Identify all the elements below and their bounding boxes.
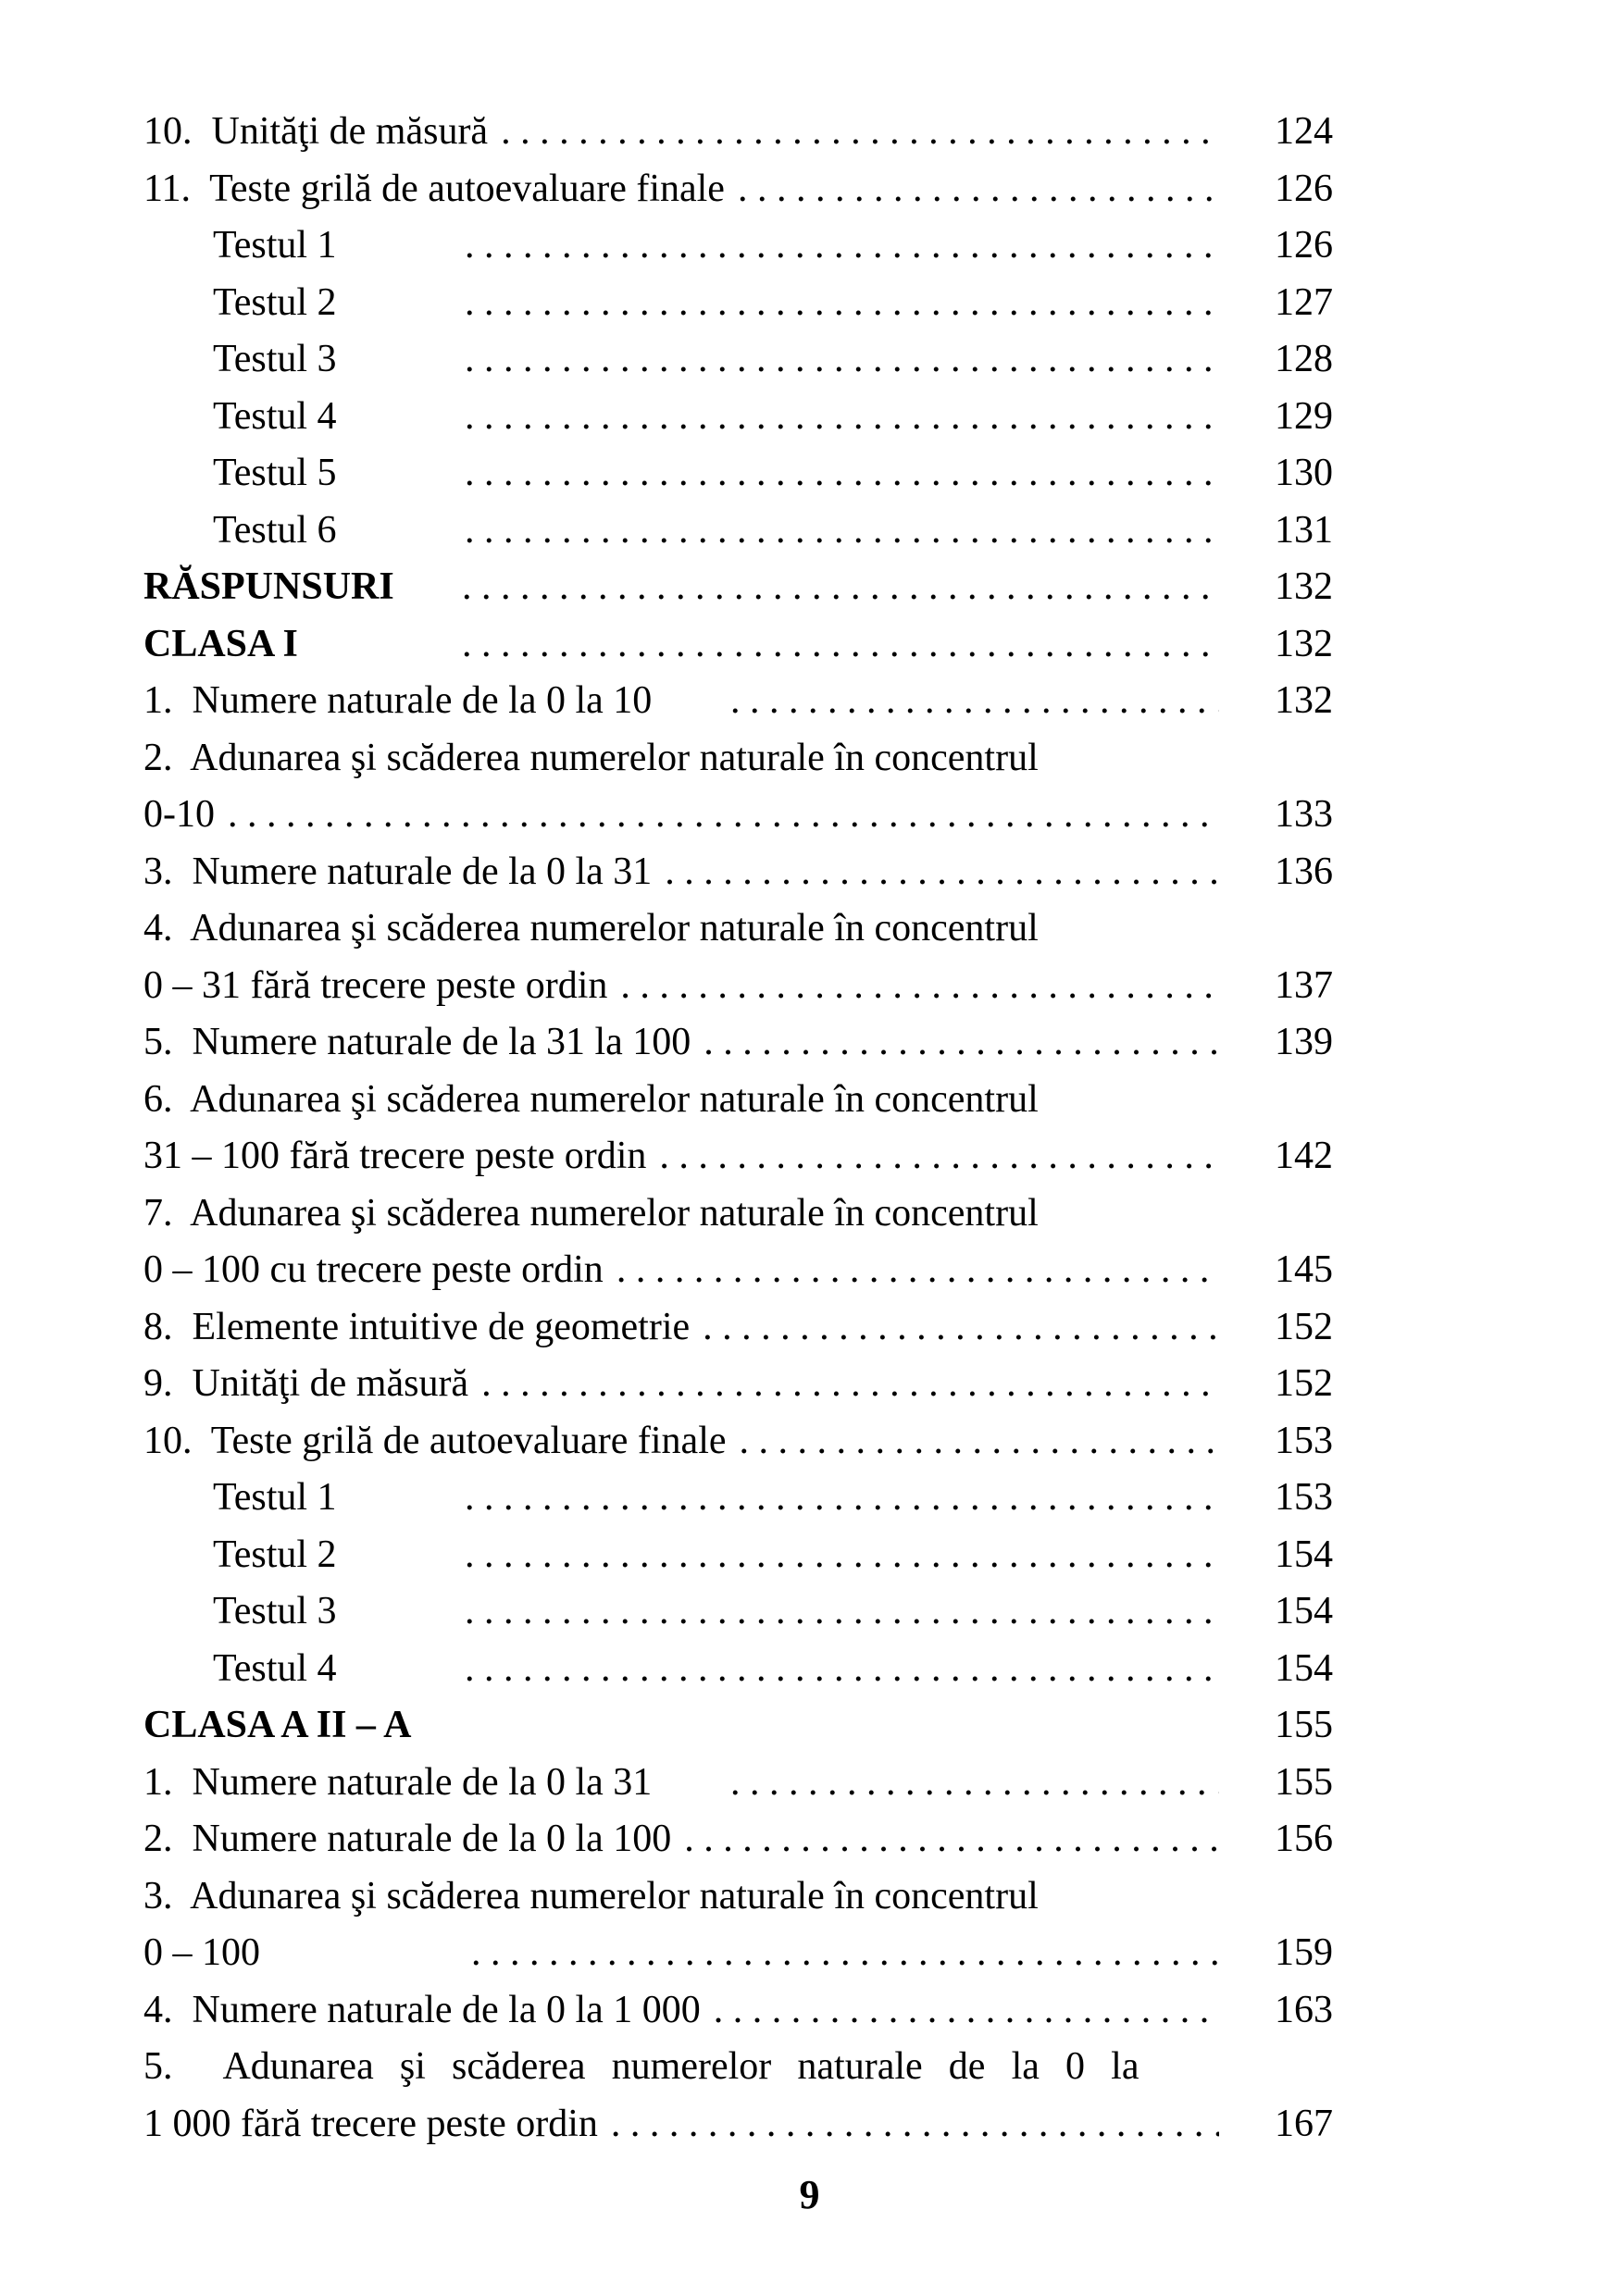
toc-entry xyxy=(143,1868,1333,1926)
dot-leader xyxy=(465,445,1219,503)
toc-entry-label: 1. Numere naturale de la 0 la 10 xyxy=(143,679,653,722)
toc-entry-page: 156 xyxy=(1275,1818,1333,1860)
toc-entry-page: 132 xyxy=(1275,679,1333,722)
toc-entry-page: 137 xyxy=(1275,963,1333,1007)
toc-entry-label: Testul 4 xyxy=(213,1646,337,1690)
toc-entry-label: Testul 1 xyxy=(213,1476,337,1519)
toc-entry-page: 133 xyxy=(1275,793,1333,836)
toc-entry-page: 128 xyxy=(1275,338,1333,380)
toc-entry xyxy=(143,616,1333,674)
toc-entry-label: 5. Numere naturale de la 31 la 100 xyxy=(143,1021,691,1063)
toc-entry-page: 139 xyxy=(1275,1021,1333,1063)
dot-leader xyxy=(665,844,1219,901)
toc-entry-label: 4. Numere naturale de la 0 la 1 000 xyxy=(143,1988,701,2031)
dot-leader xyxy=(738,161,1219,218)
toc-entry-label: 10. Teste grilă de autoevaluare finale xyxy=(143,1419,727,1462)
dot-leader xyxy=(465,1527,1219,1584)
toc-entry-label: Testul 6 xyxy=(213,508,337,552)
toc-entry xyxy=(143,389,1333,446)
toc-entry-label: 1. Numere naturale de la 0 la 31 xyxy=(143,1760,653,1804)
toc-entry-page: 130 xyxy=(1275,452,1333,494)
toc-entry-label: 2. Numere naturale de la 0 la 100 xyxy=(143,1818,672,1860)
dot-leader xyxy=(616,1242,1219,1299)
toc-entry-page: 155 xyxy=(1275,1760,1333,1804)
dot-leader xyxy=(730,1755,1219,1812)
toc-entry-label: 31 – 100 fără trecere peste ordin xyxy=(143,1135,647,1177)
toc-entry-page: 154 xyxy=(1275,1590,1333,1632)
toc-entry xyxy=(143,1072,1333,1129)
dot-leader xyxy=(465,1470,1219,1527)
toc-entry-page: 163 xyxy=(1275,1988,1333,2031)
toc-entry-label: 3. Numere naturale de la 0 la 31 xyxy=(143,850,653,893)
toc-entry xyxy=(143,217,1333,275)
toc-entry xyxy=(143,1185,1333,1243)
toc-entry-page: 154 xyxy=(1275,1646,1333,1690)
toc-entry-page: 155 xyxy=(1275,1704,1333,1746)
toc-entry-label: 6. Adunarea şi scăderea numerelor naturale în concentrul xyxy=(143,1077,1039,1121)
toc-entry-label: 2. Adunarea şi scăderea numerelor naturale în concentrul xyxy=(143,736,1039,779)
dot-leader xyxy=(620,958,1219,1015)
dot-leader xyxy=(740,1413,1219,1471)
toc-entry-page: 154 xyxy=(1275,1533,1333,1576)
dot-leader xyxy=(228,787,1219,844)
toc-entry-page: 129 xyxy=(1275,394,1333,438)
toc-entry-label: 1 000 fără trecere peste ordin xyxy=(143,2102,598,2145)
toc-entry-label: 3. Adunarea şi scăderea numerelor naturale în concentrul xyxy=(143,1874,1039,1917)
toc-entry xyxy=(143,1925,1333,1982)
toc-entry xyxy=(143,445,1333,503)
dot-leader xyxy=(465,1641,1219,1698)
page-number: 9 xyxy=(799,2172,820,2217)
toc-entry-label: RĂSPUNSURI xyxy=(143,565,394,608)
dot-leader xyxy=(465,389,1219,446)
dot-leader xyxy=(465,217,1219,275)
dot-leader xyxy=(659,1128,1219,1185)
toc-entry-page: 124 xyxy=(1275,110,1333,153)
toc-entry xyxy=(143,1697,1333,1755)
toc-entry-page: 132 xyxy=(1275,622,1333,665)
toc-entry-page: 126 xyxy=(1275,224,1333,267)
toc-entry-page: 152 xyxy=(1275,1362,1333,1405)
toc-entry xyxy=(143,1128,1333,1185)
dot-leader xyxy=(465,275,1219,332)
toc-entry-label: 0-10 xyxy=(143,793,215,836)
dot-leader xyxy=(684,1811,1219,1868)
toc-entry-page: 152 xyxy=(1275,1305,1333,1348)
toc-entry xyxy=(143,104,1333,161)
toc-entry-label: Testul 3 xyxy=(213,338,337,380)
toc-entry xyxy=(143,1356,1333,1413)
dot-leader xyxy=(501,104,1219,161)
toc-entry-page: 159 xyxy=(1275,1931,1333,1974)
dot-leader xyxy=(462,616,1219,674)
toc-entry-label: Testul 5 xyxy=(213,452,337,494)
dot-leader xyxy=(730,673,1219,730)
toc-entry-label: 0 – 31 fără trecere peste ordin xyxy=(143,963,608,1007)
toc-entry-page: 131 xyxy=(1275,508,1333,552)
toc-entry xyxy=(143,673,1333,730)
toc-entry xyxy=(143,1413,1333,1471)
dot-leader xyxy=(611,2096,1219,2153)
toc-entry-page: 153 xyxy=(1275,1476,1333,1519)
toc-entry xyxy=(143,1014,1333,1072)
toc-entry xyxy=(143,1470,1333,1527)
toc-entry-page: 142 xyxy=(1275,1135,1333,1177)
dot-leader xyxy=(481,1356,1219,1413)
toc-entry xyxy=(143,2039,1333,2096)
toc-entry-label: 10. Unităţi de măsură xyxy=(143,110,489,153)
toc-entry-label: 0 – 100 cu trecere peste ordin xyxy=(143,1248,604,1291)
toc-entry-label: CLASA I xyxy=(143,622,298,665)
dot-leader xyxy=(462,559,1219,616)
toc-entry-label: 8. Elemente intuitive de geometrie xyxy=(143,1305,691,1348)
toc-entry-label: 9. Unităţi de măsură xyxy=(143,1362,469,1405)
toc-entry xyxy=(143,503,1333,560)
table-of-contents xyxy=(143,104,1333,2153)
toc-entry xyxy=(143,787,1333,844)
toc-entry-page: 145 xyxy=(1275,1248,1333,1291)
toc-entry xyxy=(143,1583,1333,1641)
toc-entry-page: 132 xyxy=(1275,565,1333,608)
toc-entry-label: 7. Adunarea şi scăderea numerelor naturale în concentrul xyxy=(143,1191,1039,1235)
toc-entry-label: 11. Teste grilă de autoevaluare finale xyxy=(143,167,725,210)
dot-leader xyxy=(465,503,1219,560)
toc-entry xyxy=(143,958,1333,1015)
toc-entry-page: 167 xyxy=(1275,2102,1333,2145)
dot-leader xyxy=(471,1925,1219,1982)
toc-entry-page: 127 xyxy=(1275,280,1333,324)
toc-entry-label: CLASA A II – A xyxy=(143,1704,412,1746)
toc-entry-label: 4. Adunarea şi scăderea numerelor naturale în concentrul xyxy=(143,907,1039,949)
toc-entry-label: Testul 3 xyxy=(213,1590,337,1632)
toc-entry xyxy=(143,275,1333,332)
toc-entry-page: 153 xyxy=(1275,1419,1333,1462)
toc-entry-label: Testul 4 xyxy=(213,394,337,438)
toc-entry xyxy=(143,331,1333,389)
toc-entry xyxy=(143,1755,1333,1812)
toc-entry xyxy=(143,161,1333,218)
toc-entry xyxy=(143,1641,1333,1698)
dot-leader xyxy=(714,1982,1219,2040)
toc-entry xyxy=(143,1299,1333,1357)
dot-leader xyxy=(703,1299,1219,1357)
toc-entry xyxy=(143,1242,1333,1299)
toc-entry xyxy=(143,1982,1333,2040)
toc-entry-page: 136 xyxy=(1275,850,1333,893)
toc-entry-label: Testul 2 xyxy=(213,280,337,324)
dot-leader xyxy=(704,1014,1219,1072)
toc-entry-label: 0 – 100 xyxy=(143,1931,260,1974)
toc-entry xyxy=(143,900,1333,958)
toc-entry xyxy=(143,1527,1333,1584)
toc-entry xyxy=(143,559,1333,616)
toc-entry xyxy=(143,730,1333,788)
toc-entry xyxy=(143,844,1333,901)
toc-entry xyxy=(143,2096,1333,2153)
toc-entry-page: 126 xyxy=(1275,167,1333,210)
dot-leader xyxy=(465,331,1219,389)
toc-entry-label: Testul 1 xyxy=(213,224,337,267)
dot-leader xyxy=(465,1583,1219,1641)
toc-entry-label: Testul 2 xyxy=(213,1533,337,1576)
toc-entry-label: 5. Adunarea şi scăderea numerelor naturale de la 0 la xyxy=(143,2045,1140,2088)
toc-entry xyxy=(143,1811,1333,1868)
